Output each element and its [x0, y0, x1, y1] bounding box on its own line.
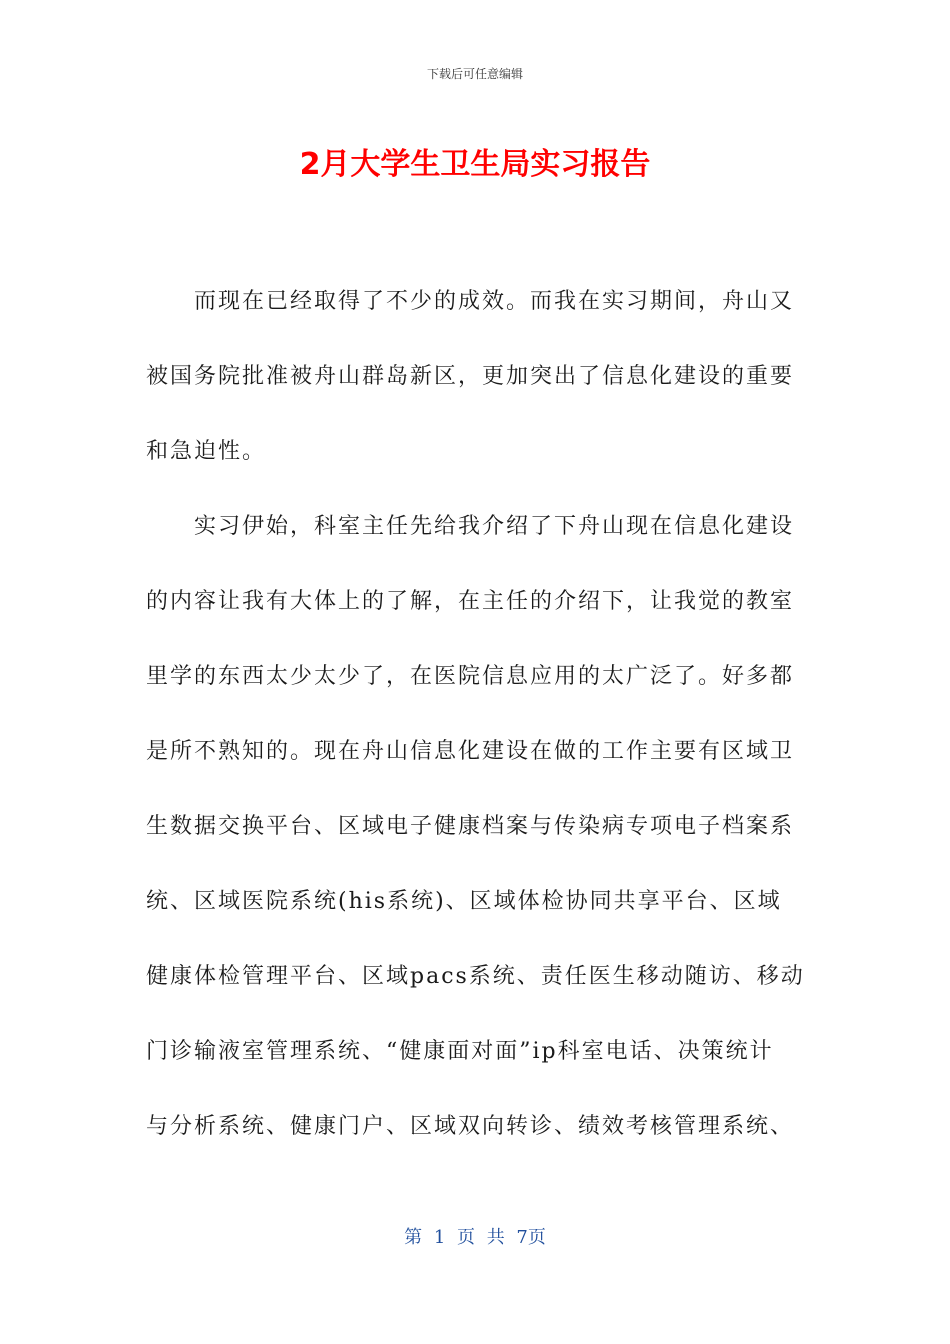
paragraph-line: 与分析系统、健康门户、区域双向转诊、绩效考核管理系统、	[146, 1114, 795, 1139]
paragraph-line: 生数据交换平台、区域电子健康档案与传染病专项电子档案系	[146, 814, 795, 839]
paragraph-line: 和急迫性。	[146, 439, 267, 464]
paragraph-line: 实习伊始，科室主任先给我介绍了下舟山现在信息化建设	[194, 514, 795, 539]
document-title: 2月大学生卫生局实习报告	[299, 147, 651, 182]
paragraph-line: 门诊输液室管理系统、“健康面对面”ip科室电话、决策统计	[146, 1039, 774, 1064]
paragraph-line: 健康体检管理平台、区域pacs系统、责任医生移动随访、移动	[146, 964, 805, 989]
paragraph-line: 是所不熟知的。现在舟山信息化建设在做的工作主要有区域卫	[146, 739, 795, 764]
paragraph-line: 而现在已经取得了不少的成效。而我在实习期间，舟山又	[194, 289, 795, 314]
page-header-note: 下载后可任意编辑	[426, 67, 523, 81]
paragraph-line: 里学的东西太少太少了，在医院信息应用的太广泛了。好多都	[146, 664, 795, 689]
page-number-footer: 第 1 页 共 7页	[404, 1227, 546, 1248]
paragraph-line: 的内容让我有大体上的了解，在主任的介绍下，让我觉的教室	[146, 589, 795, 614]
document-body	[146, 264, 806, 1164]
paragraph-line: 被国务院批准被舟山群岛新区，更加突出了信息化建设的重要	[146, 364, 795, 389]
paragraph-line: 统、区域医院系统(his系统)、区域体检协同共享平台、区域	[146, 889, 782, 914]
